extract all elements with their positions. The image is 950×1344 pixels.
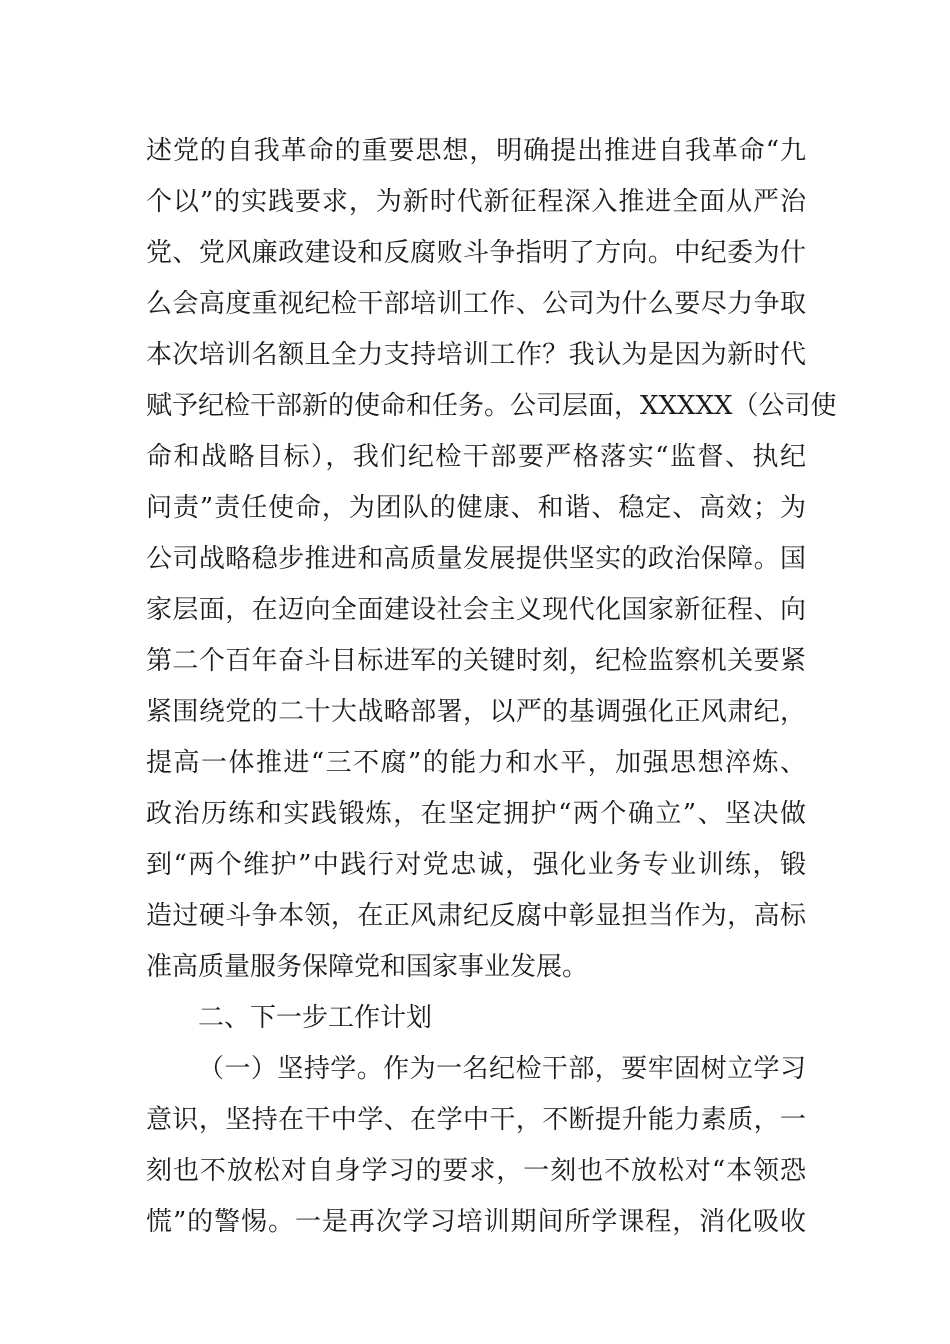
paragraph-line: 慌”的警惕。一是再次学习培训期间所学课程，消化吸收 bbox=[146, 1207, 806, 1237]
paragraph-line: 刻也不放松对自身学习的要求，一刻也不放松对“本领恐 bbox=[146, 1156, 806, 1186]
paragraph-line: 准高质量服务保障党和国家事业发展。 bbox=[146, 952, 589, 982]
paragraph-line: 政治历练和实践锻炼，在坚定拥护“两个确立”、坚决做 bbox=[146, 799, 806, 829]
paragraph-line: 意识，坚持在干中学、在学中干，不断提升能力素质，一 bbox=[146, 1105, 806, 1135]
paragraph-line: 个以”的实践要求，为新时代新征程深入推进全面从严治 bbox=[146, 187, 806, 217]
paragraph-line: 造过硬斗争本领，在正风肃纪反腐中彰显担当作为，高标 bbox=[146, 901, 806, 931]
paragraph-line: 第二个百年奋斗目标进军的关键时刻，纪检监察机关要紧 bbox=[146, 646, 806, 676]
paragraph-line: 命和战略目标），我们纪检干部要严格落实“监督、执纪 bbox=[146, 442, 806, 472]
paragraph-line: 党、党风廉政建设和反腐败斗争指明了方向。中纪委为什 bbox=[146, 238, 806, 268]
paragraph-line: 问责”责任使命，为团队的健康、和谐、稳定、高效；为 bbox=[146, 493, 806, 523]
paragraph-line: 到“两个维护”中践行对党忠诚，强化业务专业训练，锻 bbox=[146, 850, 806, 880]
paragraph-line: 家层面，在迈向全面建设社会主义现代化国家新征程、向 bbox=[146, 595, 806, 625]
section-heading: 二、下一步工作计划 bbox=[198, 1003, 433, 1033]
paragraph-line: 赋予纪检干部新的使命和任务。公司层面，XXXXX（公司使 bbox=[146, 391, 837, 421]
paragraph-line: 么会高度重视纪检干部培训工作、公司为什么要尽力争取 bbox=[146, 289, 806, 319]
paragraph-line: 提高一体推进“三不腐”的能力和水平，加强思想淬炼、 bbox=[146, 748, 806, 778]
paragraph-line: 公司战略稳步推进和高质量发展提供坚实的政治保障。国 bbox=[146, 544, 806, 574]
paragraph-line: （一）坚持学。作为一名纪检干部，要牢固树立学习 bbox=[198, 1054, 806, 1084]
paragraph-line: 紧围绕党的二十大战略部署，以严的基调强化正风肃纪， bbox=[146, 697, 806, 727]
paragraph-line: 本次培训名额且全力支持培训工作？我认为是因为新时代 bbox=[146, 340, 806, 370]
paragraph-line: 述党的自我革命的重要思想，明确提出推进自我革命“九 bbox=[146, 136, 806, 166]
